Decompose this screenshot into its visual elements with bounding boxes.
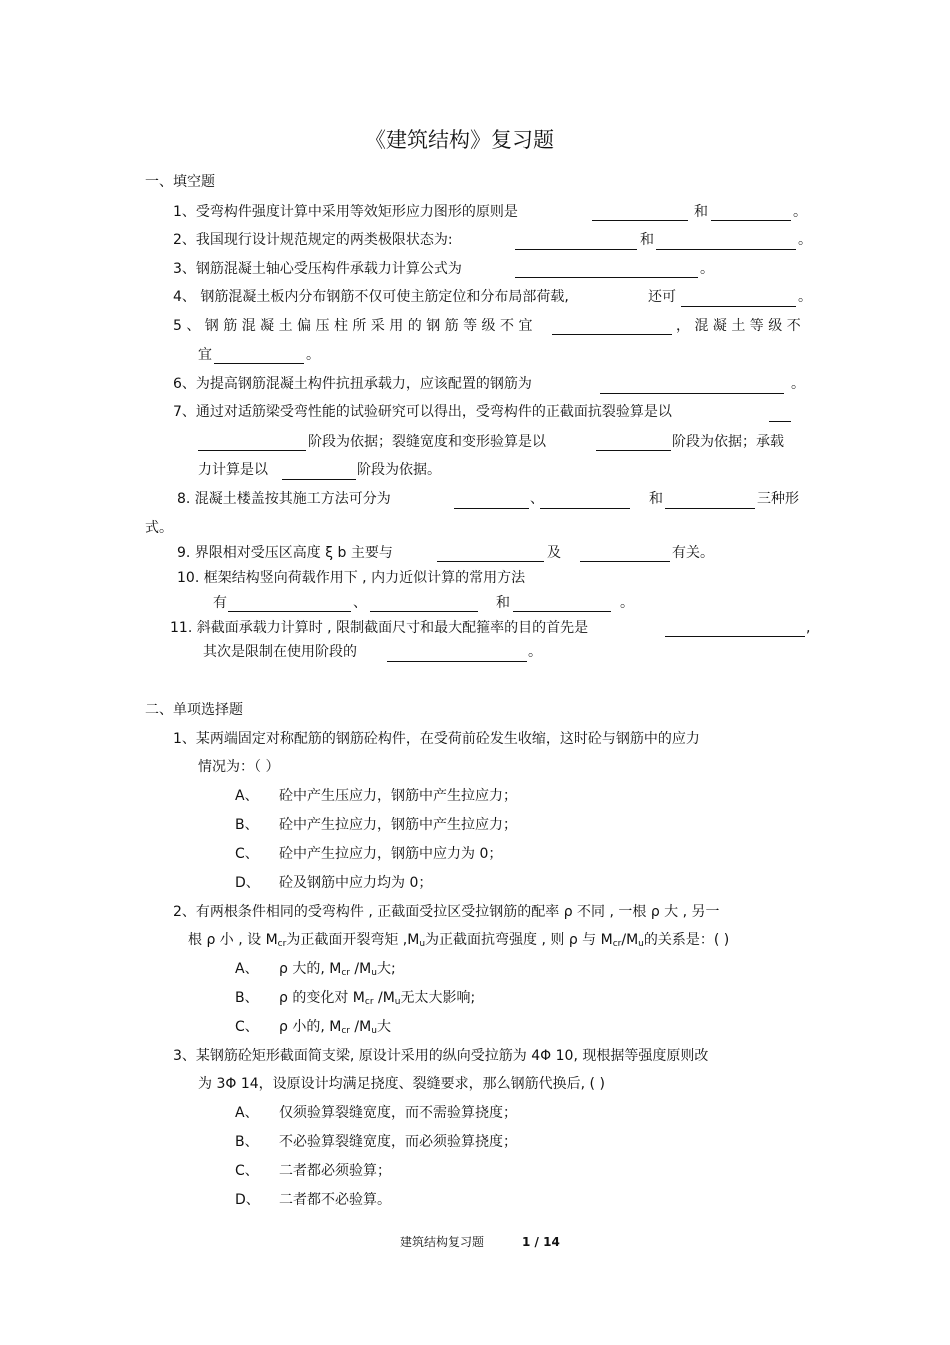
line-part: 根 ρ 小 , 设 M: [188, 932, 278, 948]
connector-text: 及: [547, 545, 561, 561]
option-a[interactable]: [235, 789, 259, 803]
question-5-line2: 宜: [198, 347, 212, 363]
mc-question-2-line2: [188, 933, 729, 949]
question-3-text: 3、钢筋混凝土轴心受压构件承载力计算公式为: [173, 261, 462, 277]
subscript: u: [638, 939, 644, 949]
line-part: 的关系是：( ): [643, 932, 730, 948]
option-b-text: 不必验算裂缝宽度，而必须验算挠度；: [279, 1134, 517, 1150]
end-mark: 。: [798, 232, 812, 248]
subscript: cr: [277, 939, 287, 949]
answer-blank[interactable]: [596, 450, 671, 451]
separator-text: 、: [530, 491, 544, 507]
answer-blank[interactable]: [540, 508, 630, 509]
answer-blank[interactable]: [580, 561, 670, 562]
subscript: u: [394, 997, 401, 1007]
question-8-line2: 式。: [145, 520, 173, 536]
connector-text: 还可: [648, 289, 676, 305]
answer-blank[interactable]: [454, 508, 529, 509]
option-label: A、: [235, 961, 259, 977]
text-part: 大: [376, 1019, 391, 1035]
answer-blank[interactable]: [552, 334, 672, 335]
text-part: 大;: [376, 961, 396, 977]
subscript: cr: [341, 1026, 350, 1036]
footer-label: 建筑结构复习题: [400, 1235, 485, 1249]
question-7-line2b: 阶段为依据；承载: [672, 434, 784, 450]
comma-mark: ,: [806, 620, 811, 636]
question-7-line3a: 力计算是以: [198, 462, 268, 478]
connector-text: 和: [640, 232, 654, 248]
option-label: C、: [235, 1163, 259, 1179]
question-9-tail: 有关。: [672, 545, 714, 561]
question-10-line2a: 有: [213, 595, 227, 611]
option-b[interactable]: [235, 991, 259, 1005]
option-d[interactable]: [235, 876, 260, 890]
question-9-text: 9. 界限相对受压区高度 ξ b 主要与: [177, 545, 393, 561]
option-label: B、: [235, 817, 259, 833]
subscript: cr: [341, 968, 350, 978]
question-10-text: 10. 框架结构竖向荷载作用下 , 内力近似计算的常用方法: [177, 570, 526, 586]
option-label: A、: [235, 788, 259, 804]
mc-question-1-line1: 1、某两端固定对称配筋的钢筋砼构件，在受荷前砼发生收缩，这时砼与钢筋中的应力: [173, 731, 700, 747]
line-part: 为正截面开裂弯矩 ,M: [286, 932, 420, 948]
answer-blank[interactable]: [681, 306, 796, 307]
answer-blank[interactable]: [370, 611, 478, 612]
option-label: D、: [235, 875, 260, 891]
connector-text: 和: [496, 595, 510, 611]
question-5-text: 5 、 钢 筋 混 凝 土 偏 压 柱 所 采 用 的 钢 筋 等 级 不 宜: [173, 318, 533, 334]
answer-blank[interactable]: [515, 249, 637, 250]
option-a-text: 砼中产生压应力，钢筋中产生拉应力；: [279, 788, 517, 804]
end-mark: 。: [620, 595, 634, 611]
end-mark: 。: [306, 347, 320, 363]
page-number: 1 / 14: [522, 1235, 560, 1249]
separator-text: 、: [353, 595, 367, 611]
end-mark: 。: [798, 289, 812, 305]
answer-blank[interactable]: [228, 611, 351, 612]
section-heading-multiple-choice: 二、单项选择题: [145, 702, 243, 718]
option-d-text: 二者都不必验算。: [279, 1192, 391, 1208]
option-d-text: 砼及钢筋中应力均为 0；: [279, 875, 433, 891]
option-b[interactable]: [235, 818, 259, 832]
answer-blank[interactable]: [282, 479, 356, 480]
option-label: C、: [235, 846, 259, 862]
answer-blank[interactable]: [198, 450, 306, 451]
end-mark: 。: [528, 644, 542, 660]
answer-blank[interactable]: [387, 661, 527, 662]
answer-blank[interactable]: [515, 277, 698, 278]
option-label: A、: [235, 1105, 259, 1121]
option-c[interactable]: [235, 1020, 259, 1034]
answer-blank[interactable]: [711, 220, 791, 221]
end-mark: 。: [700, 261, 714, 277]
answer-blank[interactable]: [437, 561, 544, 562]
option-label: B、: [235, 990, 259, 1006]
mc-question-1-line2: 情况为：（ ）: [198, 759, 280, 775]
option-b[interactable]: [235, 1135, 259, 1149]
text-part: ρ 的变化对 M: [279, 990, 365, 1006]
question-1-text: 1、受弯构件强度计算中采用等效矩形应力图形的原则是: [173, 204, 518, 220]
line-part: 为正截面抗弯强度 , 则 ρ 与 M: [425, 932, 613, 948]
question-2-text: 2、我国现行设计规范规定的两类极限状态为:: [173, 232, 453, 248]
mc-question-3-line2: 为 3Φ 14，设原设计均满足挠度、裂缝要求，那么钢筋代换后, ( ): [198, 1076, 605, 1092]
subscript: u: [419, 939, 426, 949]
option-label: B、: [235, 1134, 259, 1150]
text-part: 无太大影响;: [400, 990, 476, 1006]
question-5-text-cont: ， 混 凝 土 等 级 不: [676, 318, 801, 334]
question-8-text: 8. 混凝土楼盖按其施工方法可分为: [177, 491, 391, 507]
option-c-text: 砼中产生拉应力，钢筋中应力为 0；: [279, 846, 503, 862]
option-b-text: 砼中产生拉应力，钢筋中产生拉应力；: [279, 817, 517, 833]
text-part: /M: [373, 990, 395, 1006]
question-4-text: 4、 钢筋混凝土板内分布钢筋不仅可使主筋定位和分布局部荷载,: [173, 289, 569, 305]
section-heading-fill-blank: 一、填空题: [145, 174, 215, 190]
question-7-line2a: 阶段为依据；裂缝宽度和变形验算是以: [308, 434, 546, 450]
option-a[interactable]: [235, 962, 259, 976]
answer-blank[interactable]: [592, 220, 688, 221]
answer-blank[interactable]: [665, 508, 755, 509]
mc-question-2-line1: 2、有两根条件相同的受弯构件 , 正截面受拉区受拉钢筋的配率 ρ 不同 , 一根 ρ 大 , 另一: [173, 904, 720, 920]
question-7-text: 7、通过对适筋梁受弯性能的试验研究可以得出，受弯构件的正截面抗裂验算是以: [173, 404, 672, 420]
mc-question-3-line1: 3、某钢筋砼矩形截面简支梁, 原设计采用的纵向受拉筋为 4Φ 10, 现根据等强度原则改: [173, 1048, 709, 1064]
option-label: C、: [235, 1019, 259, 1035]
answer-blank[interactable]: [665, 636, 805, 637]
line-part: /M: [621, 932, 639, 948]
connector-text: 和: [694, 204, 708, 220]
text-part: ρ 小的, M: [279, 1019, 342, 1035]
option-c[interactable]: [235, 1164, 259, 1178]
page-title: 《建筑结构》复习题: [365, 128, 554, 152]
option-b-text: [279, 991, 475, 1007]
text-part: ρ 大的, M: [279, 961, 342, 977]
option-a-text: [279, 962, 396, 978]
option-d[interactable]: [235, 1193, 260, 1207]
subscript: u: [371, 968, 377, 978]
connector-text: 和: [649, 491, 663, 507]
answer-blank[interactable]: [769, 421, 791, 422]
answer-blank[interactable]: [214, 363, 304, 364]
subscript: u: [371, 1026, 377, 1036]
question-11-text: 11. 斜截面承载力计算时 , 限制截面尺寸和最大配箍率的目的首先是: [170, 620, 589, 636]
subscript: cr: [364, 997, 374, 1007]
answer-blank[interactable]: [600, 393, 784, 394]
end-mark: 。: [793, 204, 807, 220]
answer-blank[interactable]: [513, 611, 611, 612]
option-a[interactable]: [235, 1106, 259, 1120]
question-7-line3b: 阶段为依据。: [357, 462, 441, 478]
text-part: /M: [349, 961, 372, 977]
answer-blank[interactable]: [656, 249, 796, 250]
question-8-tail: 三种形: [757, 491, 799, 507]
question-11-line2: 其次是限制在使用阶段的: [203, 644, 357, 660]
text-part: /M: [349, 1019, 372, 1035]
option-c[interactable]: [235, 847, 259, 861]
question-6-text: 6、为提高钢筋混凝土构件抗扭承载力，应该配置的钢筋为: [173, 376, 532, 392]
option-label: D、: [235, 1192, 260, 1208]
option-c-text: 二者都必须验算；: [279, 1163, 391, 1179]
option-a-text: 仅须验算裂缝宽度，而不需验算挠度；: [279, 1105, 517, 1121]
subscript: cr: [612, 939, 622, 949]
end-mark: 。: [791, 376, 805, 392]
option-c-text: [279, 1020, 391, 1036]
